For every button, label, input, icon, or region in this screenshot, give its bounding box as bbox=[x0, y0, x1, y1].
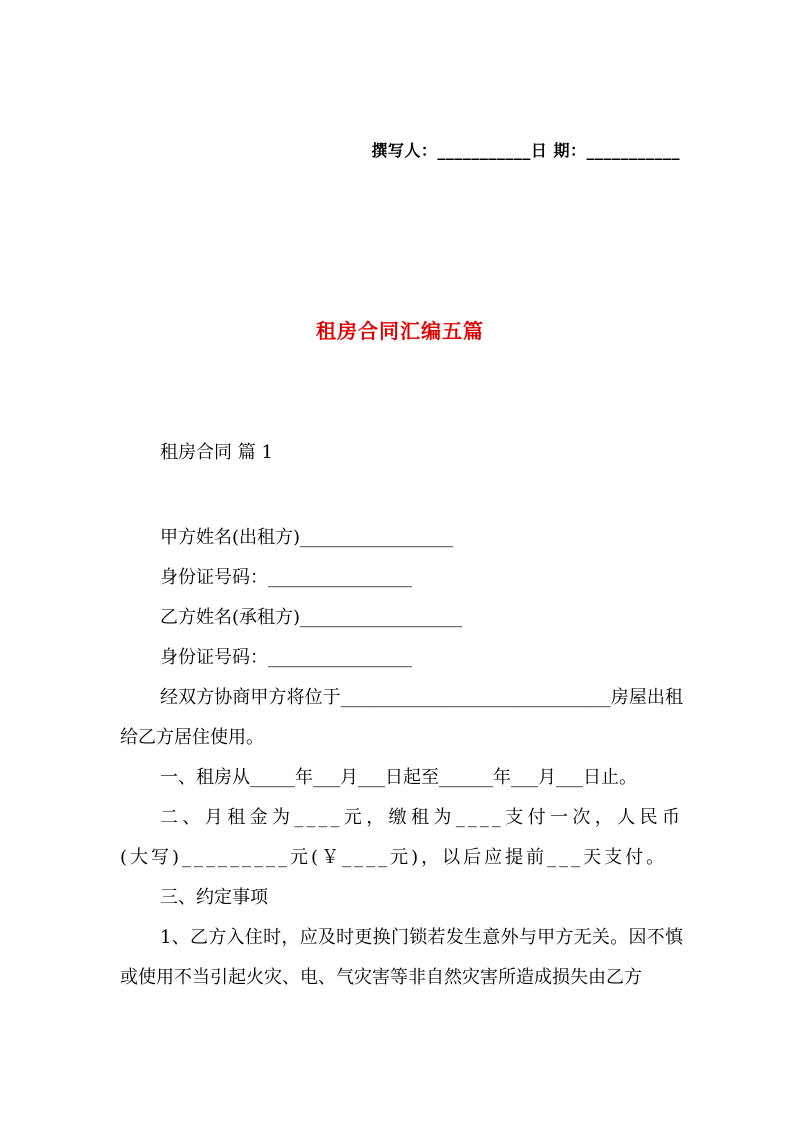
rent-clause: 二、月租金为____元，缴租为____支付一次，人民币(大写)_________元(￥____元)，以后应提前___天支付。 bbox=[120, 807, 683, 868]
lease-term-clause: 一、租房从_____年___月___日起至______年___月___日止。 bbox=[160, 767, 637, 788]
landlord-name-line: 甲方姓名(出租方)_________________ bbox=[160, 527, 454, 548]
section-heading: 租房合同 篇 1 bbox=[160, 442, 273, 463]
document-title: 租房合同汇编五篇 bbox=[316, 319, 484, 343]
author-date-line: 撰写人：___________日 期：___________ bbox=[371, 141, 680, 160]
section-heading-block bbox=[120, 433, 683, 473]
contract-body bbox=[120, 518, 683, 998]
location-paragraph: 经双方协商甲方将位于______________________________房屋出租给乙方居住使用。 bbox=[120, 687, 683, 748]
agreed-matters-heading: 三、约定事项 bbox=[160, 887, 268, 908]
landlord-id-line: 身份证号码：________________ bbox=[160, 567, 412, 588]
tenant-id-line: 身份证号码：________________ bbox=[160, 647, 412, 668]
agreed-matter-item-1: 1、乙方入住时，应及时更换门锁若发生意外与甲方无关。因不慎或使用不当引起火灾、电、气灾害等非自然灾害所造成损失由乙方 bbox=[120, 927, 683, 988]
tenant-name-line: 乙方姓名(承租方)__________________ bbox=[160, 607, 463, 628]
